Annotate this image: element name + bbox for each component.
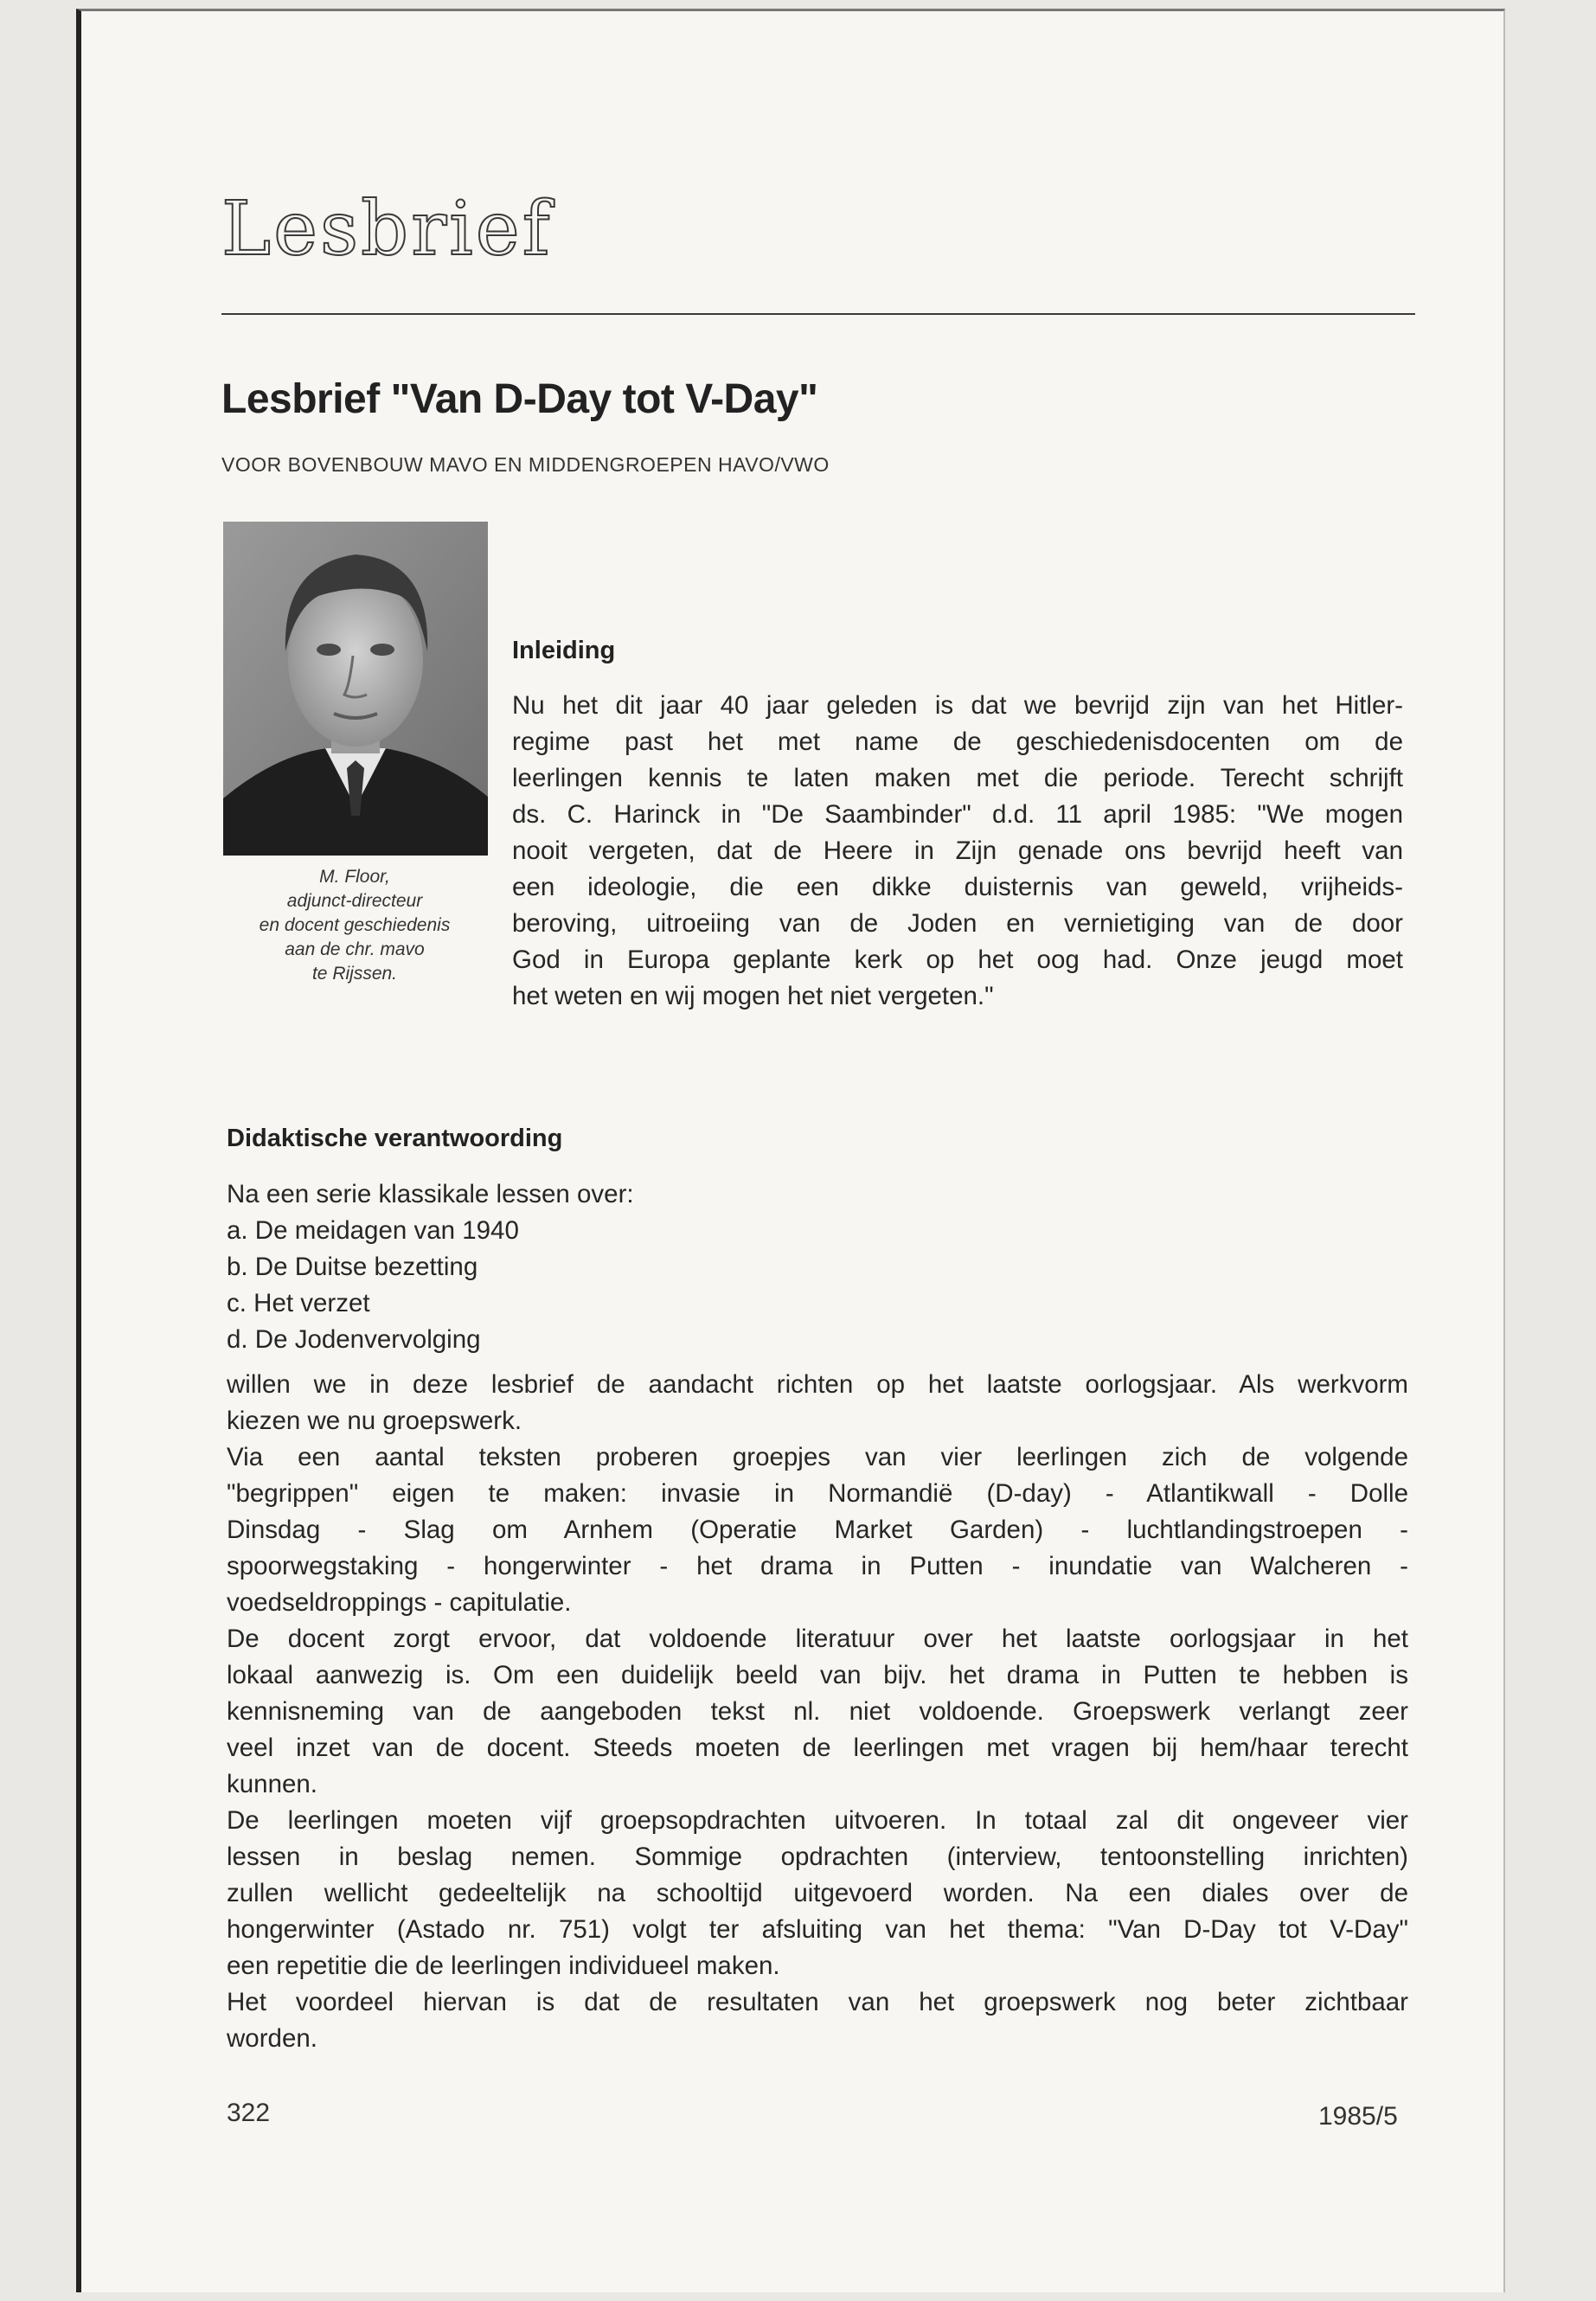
author-photo xyxy=(223,522,488,856)
text-line: kennisneming van de aangeboden tekst nl. niet voldoende. Groepswerk verlangt zeer xyxy=(227,1697,1408,1726)
title-divider xyxy=(221,313,1415,315)
text-line: zullen wellicht gedeeltelijk na schooltijd uitgevoerd worden. Na een diales over de xyxy=(227,1879,1408,1907)
text-line: hongerwinter (Astado nr. 751) volgt ter afsluiting van het thema: "Van D-Day tot V-Day" xyxy=(227,1915,1408,1944)
caption-line: M. Floor, xyxy=(319,867,390,887)
text-line: kiezen we nu groepswerk. xyxy=(227,1407,522,1435)
text-line: Via een aantal teksten proberen groepjes van vier leerlingen zich de volgende xyxy=(227,1443,1408,1471)
author-caption xyxy=(208,865,502,986)
text-line: "begrippen" eigen te maken: invasie in Normandië (D-day) - Atlantikwall - Dolle xyxy=(227,1479,1408,1508)
text-line: worden. xyxy=(227,2024,317,2053)
text-line: lokaal aanwezig is. Om een duidelijk beeld van bijv. het drama in Putten te hebben is xyxy=(227,1661,1408,1689)
inleiding-heading: Inleiding xyxy=(512,637,616,664)
text-line: Dinsdag - Slag om Arnhem (Operatie Market Garden) - luchtlandingstroepen - xyxy=(227,1516,1408,1544)
text-line: het weten en wij mogen het niet vergeten." xyxy=(512,982,994,1010)
text-line: spoorwegstaking - hongerwinter - het drama in Putten - inundatie van Walcheren - xyxy=(227,1552,1408,1580)
text-line: nooit vergeten, dat de Heere in Zijn genade ons bevrijd heeft van xyxy=(512,836,1403,865)
list-item: d. De Jodenvervolging xyxy=(227,1325,481,1354)
text-line: veel inzet van de docent. Steeds moeten de leerlingen met vragen bij hem/haar terecht xyxy=(227,1734,1408,1762)
text-line: willen we in deze lesbrief de aandacht richten op het laatste oorlogsjaar. Als werkvorm xyxy=(227,1370,1408,1399)
text-line: God in Europa geplante kerk op het oog had. Onze jeugd moet xyxy=(512,945,1403,974)
text-line: De leerlingen moeten vijf groepsopdrachten uitvoeren. In totaal zal dit ongeveer vier xyxy=(227,1806,1408,1835)
text-line: regime past het met name de geschiedenisdocenten om de xyxy=(512,727,1403,756)
didaktisch-body xyxy=(227,1176,1408,2057)
text-line: Nu het dit jaar 40 jaar geleden is dat we bevrijd zijn van het Hitler- xyxy=(512,691,1403,720)
page-subtitle: VOOR BOVENBOUW MAVO EN MIDDENGROEPEN HAVO/VWO xyxy=(221,453,830,476)
text-line: een repetitie die de leerlingen individueel maken. xyxy=(227,1952,780,1980)
section-title: Lesbrief xyxy=(221,186,553,272)
caption-line: aan de chr. mavo xyxy=(285,939,425,959)
text-line: leerlingen kennis te laten maken met die periode. Terecht schrijft xyxy=(512,764,1403,792)
list-item: a. De meidagen van 1940 xyxy=(227,1216,519,1245)
caption-line: adjunct-directeur xyxy=(286,891,423,911)
text-line: een ideologie, die een dikke duisternis van geweld, vrijheids- xyxy=(512,873,1403,901)
text-line: Het voordeel hiervan is dat de resultaten van het groepswerk nog beter zichtbaar xyxy=(227,1988,1408,2016)
didaktisch-heading: Didaktische verantwoording xyxy=(227,1125,563,1152)
page-number: 322 xyxy=(227,2099,271,2127)
page-title: Lesbrief "Van D-Day tot V-Day" xyxy=(221,376,818,422)
text-line: Na een serie klassikale lessen over: xyxy=(227,1180,634,1208)
text-line: voedseldroppings - capitulatie. xyxy=(227,1588,572,1617)
list-item: b. De Duitse bezetting xyxy=(227,1253,478,1281)
issue-number: 1985/5 xyxy=(1318,2102,1398,2131)
spacer xyxy=(227,1358,1408,1367)
list-item: c. Het verzet xyxy=(227,1289,370,1317)
text-line: kunnen. xyxy=(227,1770,317,1798)
text-line: De docent zorgt ervoor, dat voldoende literatuur over het laatste oorlogsjaar in het xyxy=(227,1625,1408,1653)
text-line: lessen in beslag nemen. Sommige opdrachten (interview, tentoonstelling inrichten) xyxy=(227,1843,1408,1871)
caption-line: en docent geschiedenis xyxy=(259,915,451,935)
inleiding-paragraph xyxy=(512,688,1403,1015)
caption-line: te Rijssen. xyxy=(311,964,398,984)
text-line: beroving, uitroeiing van de Joden en vernietiging van de door xyxy=(512,909,1403,938)
text-line: ds. C. Harinck in "De Saambinder" d.d. 11 april 1985: "We mogen xyxy=(512,800,1403,829)
